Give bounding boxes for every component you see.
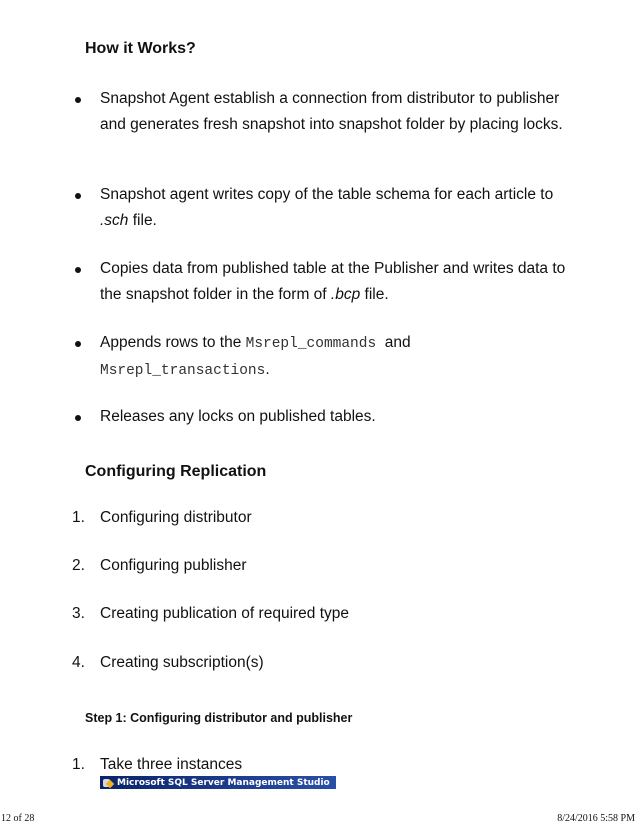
bullet-text: Appends rows to the [100, 334, 246, 351]
item-number: 3. [72, 605, 85, 622]
item-text: Configuring publisher [100, 557, 247, 574]
section-heading-configuring-replication: Configuring Replication [85, 463, 267, 480]
file-extension: .sch [100, 212, 129, 229]
file-extension: .bcp [330, 286, 361, 303]
code-table-name: Msrepl_transactions [100, 363, 266, 379]
bullet-dot [75, 97, 81, 103]
bullet-item [100, 256, 570, 308]
ssms-title-bar-screenshot [100, 776, 336, 789]
numbered-item [72, 601, 570, 627]
bullet-item [100, 182, 570, 234]
numbered-item [72, 752, 570, 778]
page-number: 12 of 28 [1, 813, 35, 824]
item-number: 4. [72, 654, 85, 671]
print-timestamp: 8/24/2016 5:58 PM [557, 813, 635, 824]
numbered-item [72, 553, 570, 579]
bullet-text: Snapshot Agent establish a connection from distributor to publisher and generates fresh snapshot into snapshot folder by placing locks. [100, 90, 563, 133]
item-number: 1. [72, 756, 85, 773]
section-heading-how-it-works: How it Works? [85, 40, 196, 57]
step-heading: Step 1: Configuring distributor and publisher [85, 711, 353, 725]
bullet-text: Snapshot agent writes copy of the table schema for each article to [100, 186, 554, 203]
numbered-item [72, 505, 570, 531]
bullet-text: Copies data from published table at the Publisher and writes data to the snapshot folder in the form of [100, 260, 566, 303]
bullet-text-end: file. [360, 286, 389, 303]
bullet-item [100, 330, 570, 384]
numbered-item [72, 650, 570, 676]
bullet-dot [75, 415, 81, 421]
item-text: Creating subscription(s) [100, 654, 264, 671]
bullet-dot [75, 341, 81, 347]
bullet-text-mid: and [376, 334, 411, 351]
bullet-item [100, 404, 570, 430]
item-number: 2. [72, 557, 85, 574]
bullet-dot [75, 193, 81, 199]
bullet-text: Releases any locks on published tables. [100, 408, 376, 425]
ssms-app-icon [102, 778, 114, 788]
item-number: 1. [72, 509, 85, 526]
item-text: Configuring distributor [100, 509, 252, 526]
item-text: Creating publication of required type [100, 605, 350, 622]
code-table-name: Msrepl_commands [245, 336, 377, 352]
ssms-window-title: Microsoft SQL Server Management Studio [117, 777, 330, 788]
bullet-item [100, 86, 570, 138]
item-text: Take three instances [100, 756, 243, 773]
bullet-dot [75, 267, 81, 273]
bullet-text-end: . [265, 361, 270, 378]
bullet-text-end: file. [128, 212, 157, 229]
